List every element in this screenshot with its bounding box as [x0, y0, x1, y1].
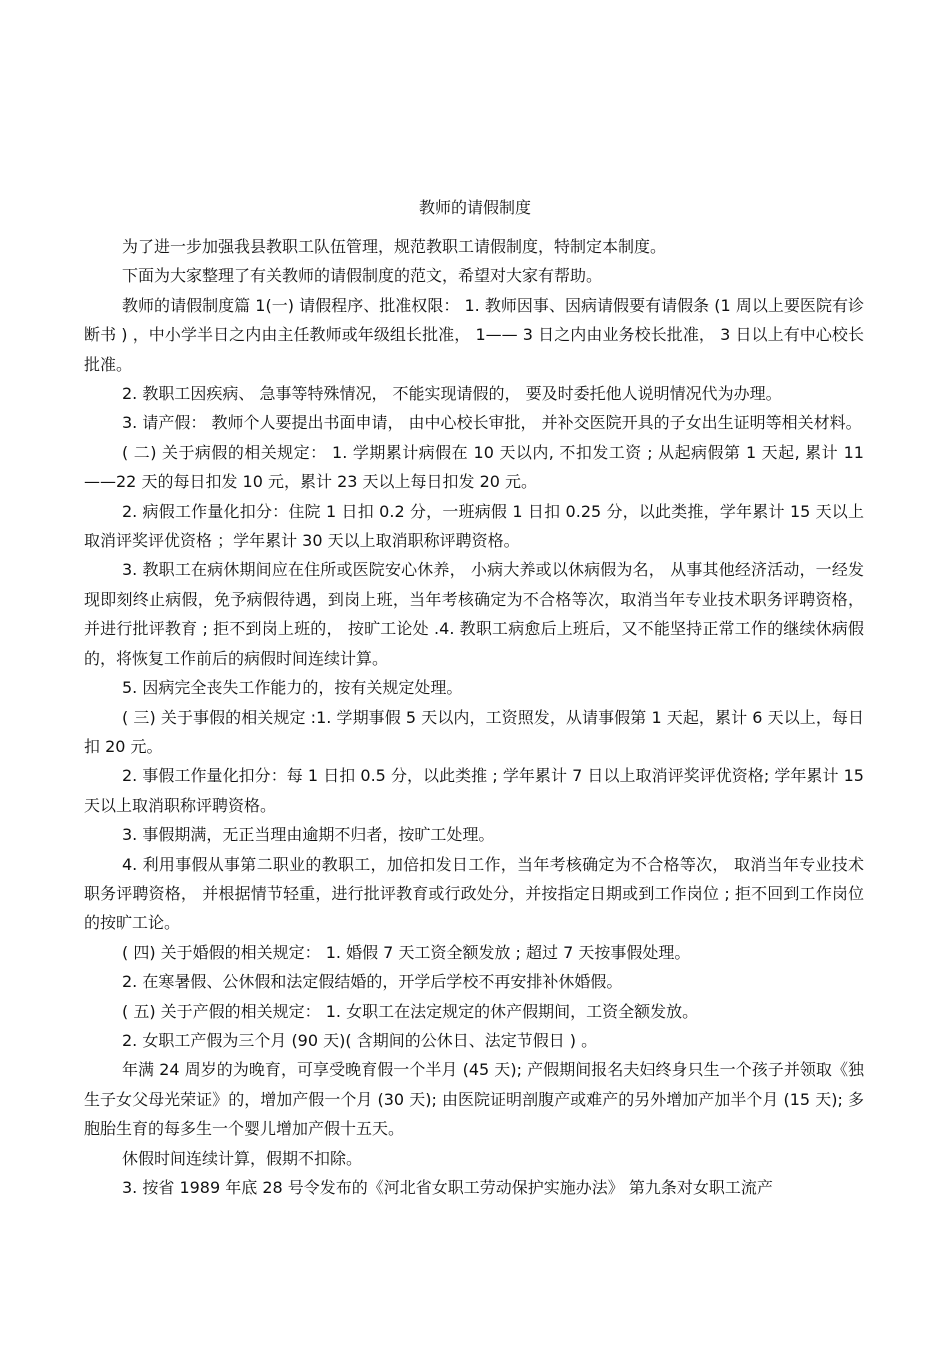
- document-body: [84, 232, 864, 1202]
- paragraph: 4. 利用事假从事第二职业的教职工，加倍扣发日工作，当年考核确定为不合格等次， 取消当年专业技术职务评聘资格， 并根据情节轻重，进行批评教育或行政处分，并按指定日期或到工作岗位 ; 拒不回到工作岗位的按旷工论。: [84, 854, 864, 933]
- paragraph: 3. 按省 1989 年底 28 号令发布的《河北省女职工劳动保护实施办法》 第九条对女职工流产: [122, 1178, 773, 1197]
- paragraph: 为了进一步加强我县教职工队伍管理，规范教职工请假制度，特制定本制度。: [122, 237, 667, 256]
- paragraph: 3. 请产假： 教师个人要提出书面申请， 由中心校长审批， 并补交医院开具的子女出生证明等相关材料。: [122, 413, 862, 433]
- paragraph: 年满 24 周岁的为晚育，可享受晚育假一个半月 (45 天); 产假期间报名夫妇终身只生一个孩子并领取《独生子女父母光荣证》的，增加产假一个月 (30 天); 由医院证明剖腹产或难产的另外增加产加半个月 (15 天); 多胞胎生育的每多生一个婴儿增加产假十五天。: [84, 1060, 864, 1139]
- paragraph: 2. 教职工因疾病、 急事等特殊情况， 不能实现请假的， 要及时委托他人说明情况代为办理。: [122, 384, 782, 404]
- paragraph: ( 五) 关于产假的相关规定： 1. 女职工在法定规定的休产假期间，工资全额发放。: [122, 1001, 699, 1021]
- paragraph: ( 四) 关于婚假的相关规定： 1. 婚假 7 天工资全额发放 ; 超过 7 天按事假处理。: [122, 942, 691, 962]
- document-title: 教师的请假制度: [418, 198, 531, 217]
- paragraph: ( 三) 关于事假的相关规定 :1. 学期事假 5 天以内，工资照发，从请事假第 1 天起，累计 6 天以上，每日扣 20 元。: [84, 707, 864, 756]
- paragraph: 休假时间连续计算，假期不扣除。: [122, 1148, 363, 1168]
- paragraph: 5. 因病完全丧失工作能力的，按有关规定处理。: [122, 678, 463, 698]
- paragraph: 3. 事假期满，无正当理由逾期不归者，按旷工处理。: [122, 825, 495, 845]
- paragraph: 3. 教职工在病休期间应在住所或医院安心休养， 小病大养或以休病假为名， 从事其他经济活动，一经发现即刻终止病假，免予病假待遇，到岗上班，当年考核确定为不合格等次，取消当年专业技术职务评聘资格， 并进行批评教育 ; 拒不到岗上班的， 按旷工论处 .4. 教职工病愈后上班后，又不能坚持正常工作的继续休病假的，将恢复工作前后的病假时间连续计算。: [84, 560, 864, 668]
- paragraph: 下面为大家整理了有关教师的请假制度的范文，希望对大家有帮助。: [122, 266, 603, 286]
- paragraph: 2. 病假工作量化扣分：住院 1 日扣 0.2 分，一班病假 1 日扣 0.25 分，以此类推，学年累计 15 天以上取消评奖评优资格 ；学年累计 30 天以上取消职称评聘资格。: [84, 501, 864, 551]
- paragraph: 教师的请假制度篇 1(一) 请假程序、批准权限： 1. 教师因事、因病请假要有请假条 (1 周以上要医院有诊断书 ) ，中小学半日之内由主任教师或年级组长批准， 1—— 3 日之内由业务校长批准， 3 日以上有中心校长批准。: [84, 295, 864, 374]
- paragraph: 2. 事假工作量化扣分：每 1 日扣 0.5 分，以此类推 ; 学年累计 7 日以上取消评奖评优资格; 学年累计 15 天以上取消职称评聘资格。: [84, 766, 864, 815]
- paragraph: ( 二) 关于病假的相关规定： 1. 学期累计病假在 10 天以内, 不扣发工资 ; 从起病假第 1 天起, 累计 11——22 天的每日扣发 10 元，累计 23 天以上每日扣发 20 元。: [84, 442, 864, 492]
- paragraph: 2. 在寒暑假、公休假和法定假结婚的，开学后学校不再安排补休婚假。: [122, 972, 623, 992]
- paragraph: 2. 女职工产假为三个月 (90 天)( 含期间的公休日、法定节假日 ) 。: [122, 1030, 598, 1050]
